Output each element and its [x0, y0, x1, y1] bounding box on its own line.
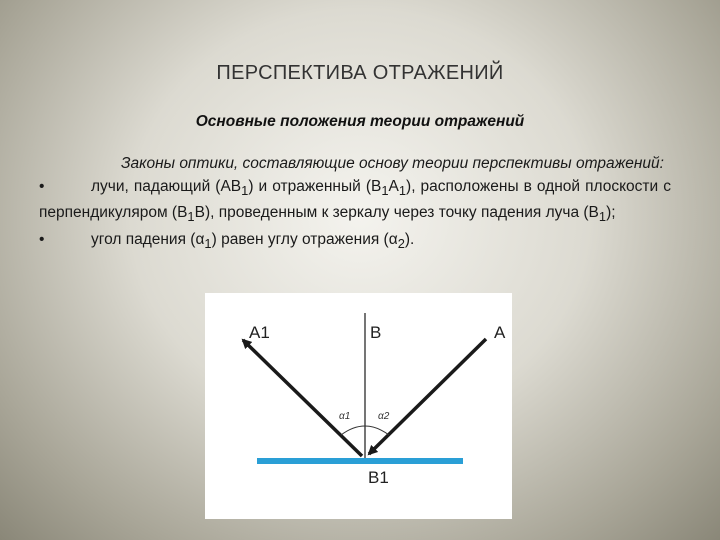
bullet-icon: •: [39, 230, 45, 248]
slide-subtitle: Основные положения теории отражений: [195, 113, 525, 130]
text-part: ), расположены в одной плоскости с перпендикуляром (B: [39, 177, 671, 222]
subscript: 1: [381, 182, 389, 198]
mirror-surface: [257, 458, 463, 464]
subscript: 1: [398, 182, 407, 198]
text-part: ).: [404, 230, 415, 248]
intro-paragraph: Законы оптики, составляющие основу теории перспективы отражений:: [121, 155, 664, 172]
reflection-diagram-svg: [205, 293, 512, 519]
subscript: 1: [241, 182, 249, 198]
text-part: ) равен углу отражения (α: [211, 230, 398, 248]
subscript: 1: [598, 209, 607, 225]
subscript: 1: [204, 235, 212, 251]
label-a1: A1: [249, 323, 270, 342]
text-part: угол падения (α: [91, 230, 205, 248]
subscript: 2: [397, 235, 405, 251]
bullet-item-rays: [39, 176, 671, 229]
incident-ray: [369, 339, 486, 454]
bullet-item-angles: [39, 229, 671, 256]
label-b1: B1: [368, 468, 389, 487]
text-part: );: [606, 204, 616, 222]
subscript: 1: [187, 209, 195, 225]
reflection-diagram: [205, 293, 512, 519]
label-b: B: [370, 323, 382, 342]
body-text: [39, 153, 671, 255]
bullet-icon: •: [39, 177, 45, 195]
slide-title: ПЕРСПЕКТИВА ОТРАЖЕНИЙ: [216, 62, 504, 84]
reflected-ray: [243, 340, 362, 456]
label-alpha1: α1: [339, 411, 351, 422]
label-a: A: [494, 323, 506, 342]
label-alpha2: α2: [378, 411, 390, 422]
text-part: ) и отраженный (B: [248, 177, 382, 195]
text-part: A: [388, 177, 399, 195]
text-part: B), проведенным к зеркалу через точку падения луча (B: [194, 204, 599, 222]
text-part: лучи, падающий (AB: [91, 177, 242, 195]
